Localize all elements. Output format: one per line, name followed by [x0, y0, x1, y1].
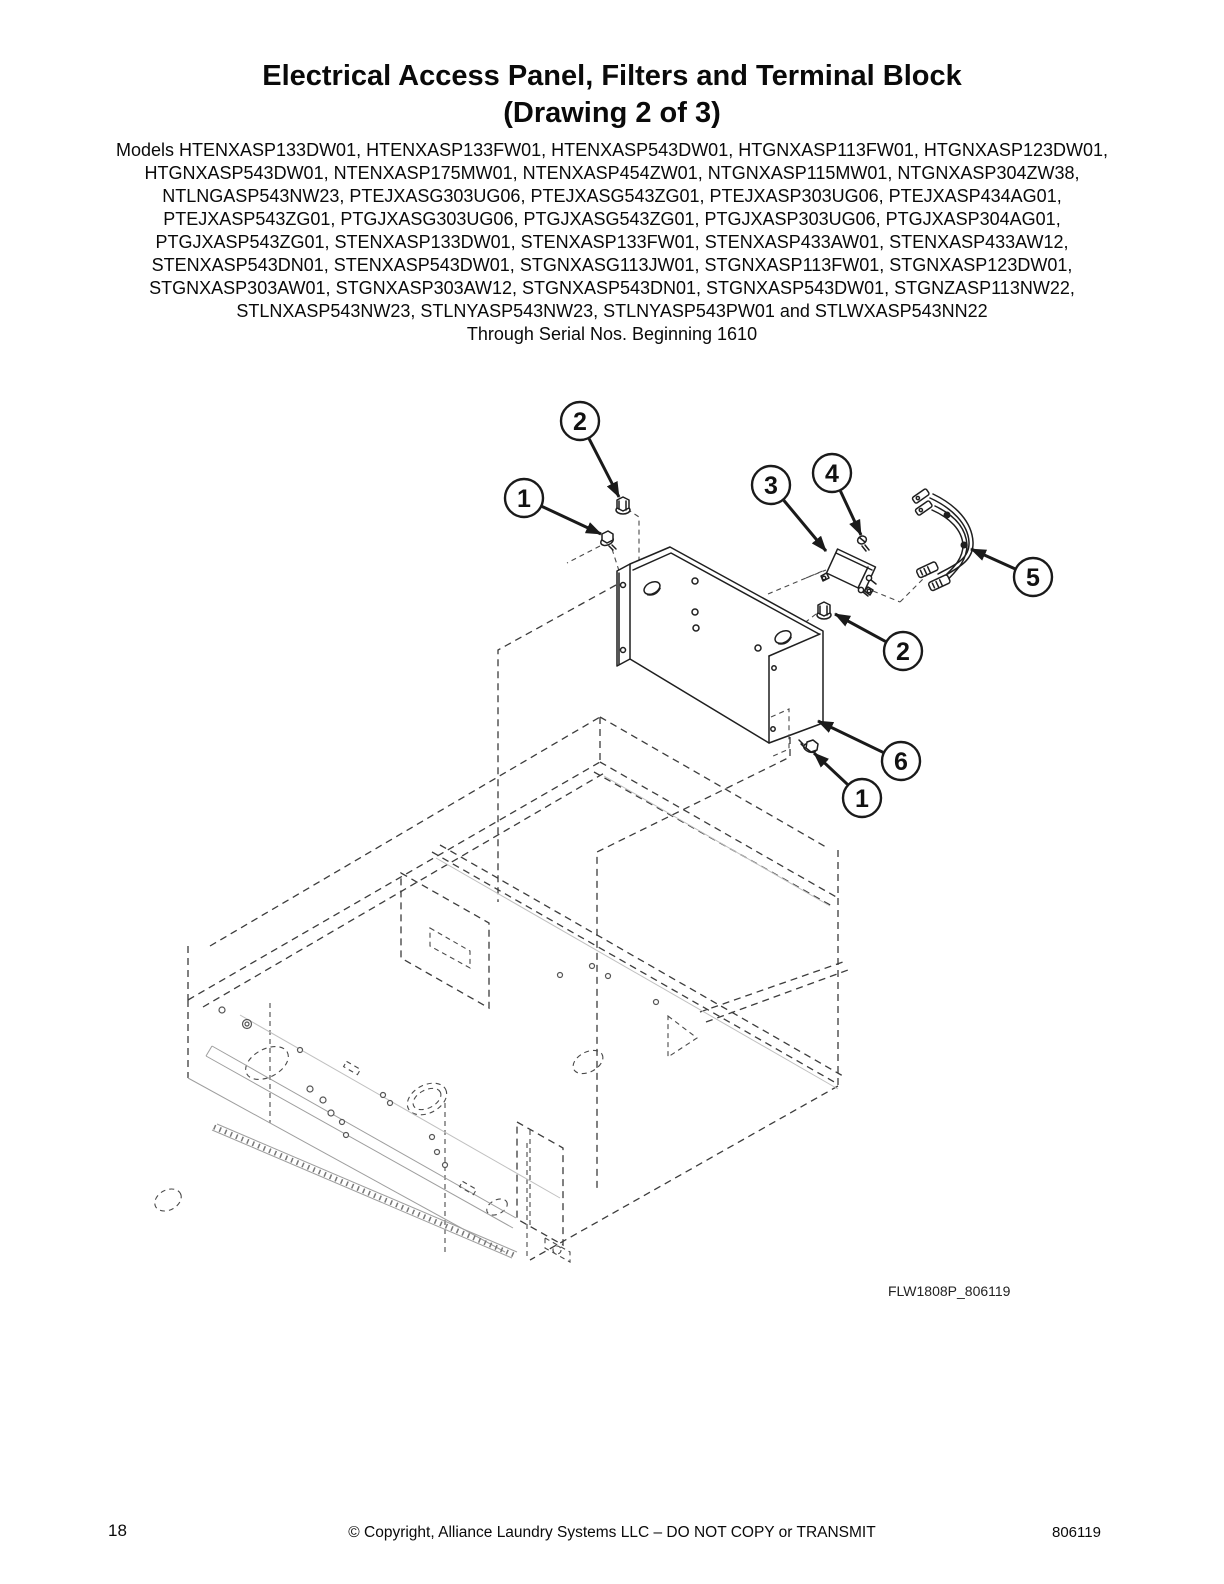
callout-leader-arrow — [818, 721, 883, 752]
model-line-8: STLNXASP543NW23, STLNYASP543NW23, STLNYASP543PW01 and STLWXASP543NN22 — [236, 301, 988, 321]
model-line-2: HTGNXASP543DW01, NTENXASP175MW01, NTENXASP454ZW01, NTGNXASP115MW01, NTGNXASP304ZW38, — [144, 163, 1080, 183]
access-panel-bracket — [617, 547, 823, 757]
callout-leader-arrow — [814, 753, 847, 784]
callout-5-4 — [971, 549, 1052, 596]
callout-leader-arrow — [835, 614, 885, 641]
wire-harness — [912, 488, 973, 591]
emi-filter — [821, 549, 876, 596]
title-line-1: Electrical Access Panel, Filters and Terminal Block — [262, 60, 962, 92]
screw-part-4 — [856, 535, 869, 551]
callout-2-5 — [835, 614, 922, 670]
model-line-5: PTGJXASP543ZG01, STENXASP133DW01, STENXASP133FW01, STENXASP433AW01, STENXASP433AW12, — [155, 232, 1069, 252]
screw-part-1-bottom — [799, 740, 818, 754]
model-line-4: PTEJXASP543ZG01, PTGJXASG303UG06, PTGJXASG543ZG01, PTGJXASP303UG06, PTGJXASP304AG01, — [163, 209, 1061, 229]
locknut-part-2-top — [616, 497, 630, 514]
callout-leader-arrow — [784, 500, 826, 551]
callout-leader-arrow — [589, 439, 619, 497]
callout-number: 1 — [517, 485, 531, 513]
callout-leader-arrow — [542, 506, 601, 534]
footer-copyright: © Copyright, Alliance Laundry Systems LLC – DO NOT COPY or TRANSMIT — [348, 1524, 876, 1541]
cabinet-base — [151, 717, 848, 1262]
model-line-7: STGNXASP303AW01, STGNXASP303AW12, STGNXASP543DN01, STGNXASP543DW01, STGNZASP113NW22, — [149, 278, 1075, 298]
callout-leader-arrow — [971, 549, 1015, 569]
callout-number: 3 — [764, 472, 778, 500]
footer-page-number: 18 — [108, 1521, 127, 1540]
model-line-9: Through Serial Nos. Beginning 1610 — [466, 324, 758, 344]
model-line-6: STENXASP543DN01, STENXASP543DW01, STGNXASG113JW01, STGNXASP113FW01, STGNXASP123DW01, — [151, 255, 1073, 275]
callout-number: 1 — [855, 785, 869, 813]
callout-number: 2 — [896, 638, 910, 666]
screw-part-1-top — [599, 531, 616, 550]
callout-number: 4 — [825, 460, 839, 488]
callout-2-1 — [561, 402, 619, 497]
callout-number: 5 — [1026, 564, 1040, 592]
callout-4-3 — [813, 454, 861, 535]
footer-doc-number: 806119 — [1052, 1524, 1101, 1541]
callout-number: 2 — [573, 408, 587, 436]
locknut-part-2-right — [817, 602, 831, 619]
model-line-1: Models HTENXASP133DW01, HTENXASP133FW01, HTENXASP543DW01, HTGNXASP113FW01, HTGNXASP123DW01, — [115, 140, 1108, 160]
drawing-code: FLW1808P_806119 — [888, 1283, 1011, 1299]
model-line-3: NTLNGASP543NW23, PTEJXASG303UG06, PTEJXASG543ZG01, PTEJXASP303UG06, PTEJXASP434AG01, — [162, 186, 1062, 206]
callout-number: 6 — [894, 748, 908, 776]
title-line-2: (Drawing 2 of 3) — [503, 97, 721, 129]
callout-1-0 — [505, 479, 601, 534]
callout-leader-arrow — [840, 491, 861, 535]
callout-1-7 — [814, 753, 881, 817]
